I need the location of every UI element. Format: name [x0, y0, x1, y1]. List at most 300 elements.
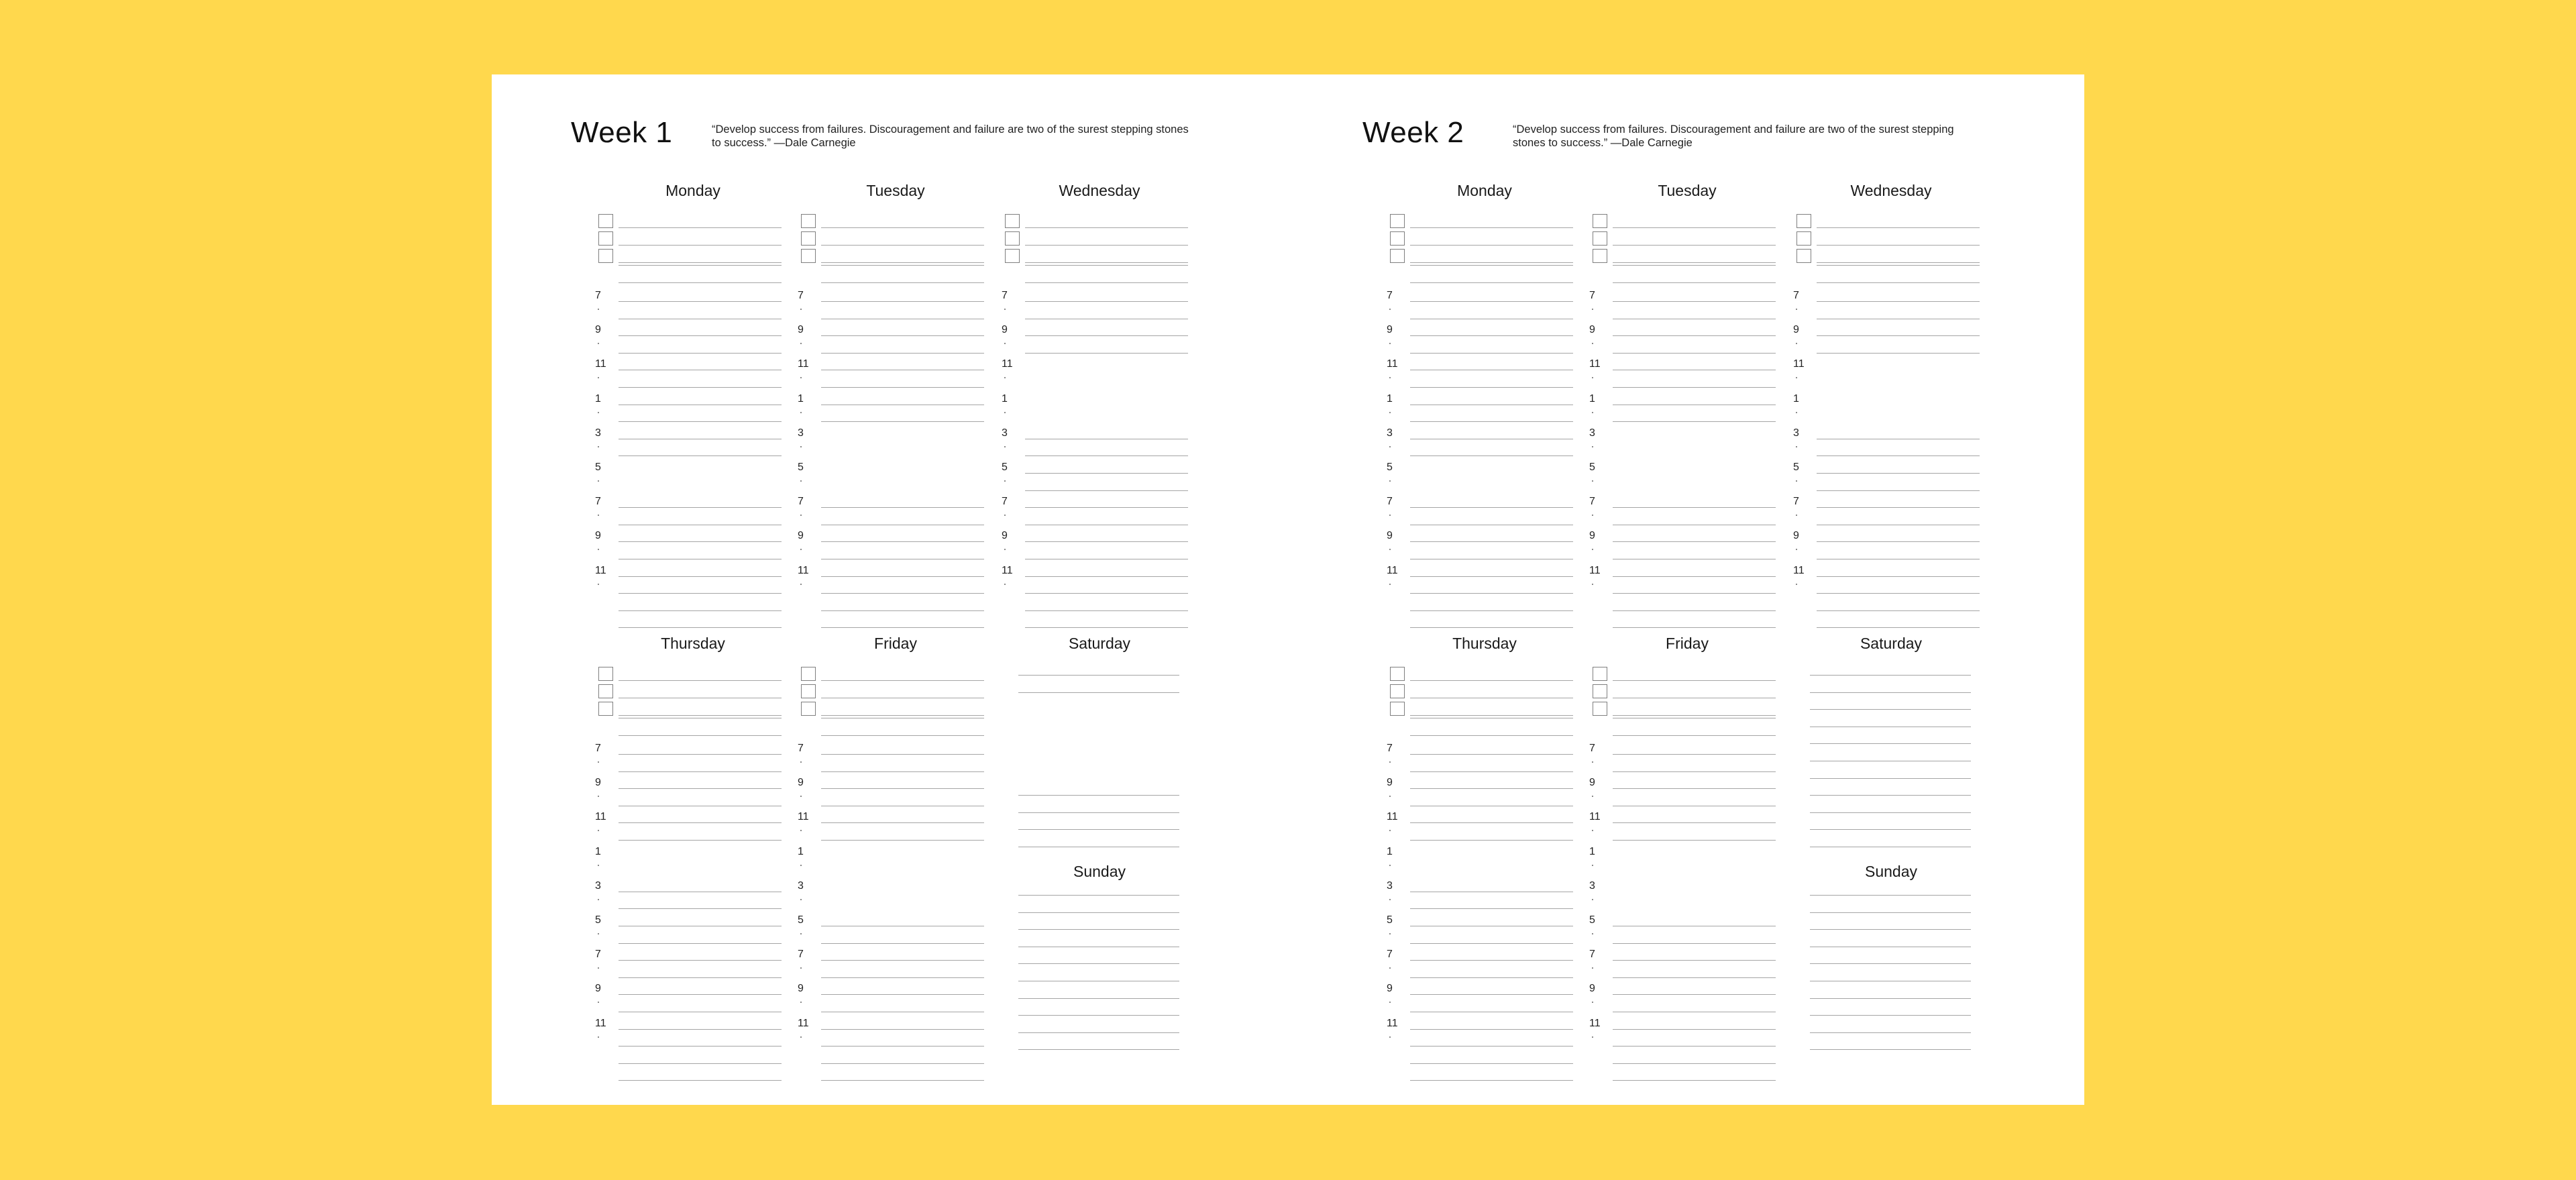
weekly-quote: “Develop success from failures. Discouragement and failure are two of the surest stepping stones to success.” —Dale Carnegie — [1513, 123, 1954, 149]
ruled-line dim[interactable] — [1410, 282, 1573, 283]
ruled-line[interactable] — [1018, 1049, 1179, 1050]
task-checkbox[interactable] — [1005, 214, 1020, 228]
ruled-line[interactable] — [1613, 541, 1776, 542]
task-checkbox[interactable] — [1593, 231, 1607, 246]
ruled-line[interactable] — [1410, 610, 1573, 611]
hour-label: 9 — [1589, 983, 1595, 995]
ruled-line[interactable] — [619, 943, 782, 944]
hour-label: 9 — [1589, 324, 1595, 336]
hour-label: 7 — [1387, 949, 1393, 961]
hour-label: 9 — [1793, 530, 1799, 542]
ruled-line[interactable] — [1817, 576, 1980, 577]
ruled-line[interactable] — [1613, 771, 1776, 772]
ruled-line[interactable] — [619, 593, 782, 594]
ruled-line[interactable] — [1025, 541, 1188, 542]
ruled-line[interactable] — [619, 353, 782, 354]
ruled-line[interactable] — [1410, 353, 1573, 354]
task-checkbox[interactable] — [1796, 214, 1811, 228]
ruled-line[interactable] — [1410, 994, 1573, 995]
ruled-line[interactable] — [619, 265, 782, 266]
ruled-line[interactable] — [1817, 335, 1980, 336]
ruled-line[interactable] — [1613, 576, 1776, 577]
ruled-line[interactable] — [619, 715, 782, 716]
ruled-line[interactable] — [1810, 1015, 1971, 1016]
ruled-line[interactable] — [619, 507, 782, 508]
ruled-line dim[interactable] — [1410, 735, 1573, 736]
half-hour-dot — [598, 1036, 599, 1038]
task-checkbox[interactable] — [1005, 249, 1020, 263]
hour-label: 7 — [1387, 290, 1393, 301]
ruled-line[interactable] — [619, 627, 782, 628]
half-hour-dot — [800, 309, 802, 310]
ruled-line[interactable] — [821, 541, 984, 542]
task-checkbox[interactable] — [598, 667, 613, 681]
ruled-line[interactable] — [1018, 692, 1179, 693]
day-column-monday — [595, 182, 791, 618]
hour-label: 7 — [1589, 743, 1595, 754]
ruled-line[interactable] — [1613, 301, 1776, 302]
ruled-line[interactable] — [1613, 245, 1776, 246]
ruled-line[interactable] — [1018, 829, 1179, 830]
ruled-line[interactable] — [619, 262, 782, 263]
hour-label: 11 — [1589, 1017, 1601, 1029]
ruled-line[interactable] — [1025, 627, 1188, 628]
ruled-line[interactable] — [1025, 576, 1188, 577]
ruled-line[interactable] — [1810, 963, 1971, 964]
ruled-line[interactable] — [1613, 610, 1776, 611]
ruled-line[interactable] — [1410, 265, 1573, 266]
hour-label: 1 — [595, 392, 601, 405]
ruled-line[interactable] — [1410, 627, 1573, 628]
ruled-line[interactable] — [1613, 977, 1776, 978]
ruled-line dim[interactable] — [619, 735, 782, 736]
ruled-line[interactable] — [821, 353, 984, 354]
ruled-line[interactable] — [1613, 1063, 1776, 1064]
half-hour-dot — [1389, 549, 1391, 550]
task-checkbox[interactable] — [801, 702, 816, 716]
ruled-line[interactable] — [821, 977, 984, 978]
ruled-line[interactable] — [1018, 795, 1179, 796]
half-hour-dot — [1592, 377, 1593, 378]
ruled-line[interactable] — [1810, 709, 1971, 710]
task-checkbox[interactable] — [598, 702, 613, 716]
task-checkbox[interactable] — [801, 249, 816, 263]
ruled-line[interactable] — [619, 994, 782, 995]
ruled-line[interactable] — [821, 1046, 984, 1047]
half-hour-dot — [800, 412, 802, 413]
ruled-line[interactable] — [1410, 593, 1573, 594]
task-checkbox[interactable] — [1593, 214, 1607, 228]
ruled-line[interactable] — [821, 265, 984, 266]
ruled-line[interactable] — [1613, 227, 1776, 228]
ruled-line[interactable] — [1025, 335, 1188, 336]
ruled-line[interactable] — [1410, 421, 1573, 422]
hour-label: 11 — [1002, 564, 1013, 576]
hour-label: 9 — [798, 983, 804, 995]
task-checkbox[interactable] — [1593, 702, 1607, 716]
ruled-line dim[interactable] — [821, 735, 984, 736]
half-hour-dot — [1004, 584, 1006, 585]
ruled-line[interactable] — [619, 335, 782, 336]
ruled-line[interactable] — [1410, 262, 1573, 263]
ruled-line[interactable] — [1817, 245, 1980, 246]
ruled-line[interactable] — [1025, 610, 1188, 611]
half-hour-dot — [1592, 1036, 1593, 1038]
hour-label: 7 — [595, 743, 601, 754]
hour-label: 9 — [595, 777, 601, 789]
half-hour-dot — [1592, 796, 1593, 797]
ruled-line[interactable] — [619, 680, 782, 681]
hour-label: 5 — [1387, 462, 1393, 473]
hour-label: 7 — [798, 290, 804, 301]
ruled-line dim[interactable] — [1025, 282, 1188, 283]
ruled-line[interactable] — [821, 262, 984, 263]
ruled-line[interactable] — [1817, 593, 1980, 594]
day-name-friday: Friday — [874, 635, 917, 652]
ruled-line[interactable] — [1410, 1063, 1573, 1064]
half-hour-dot — [598, 480, 599, 482]
ruled-line[interactable] — [821, 593, 984, 594]
ruled-line[interactable] — [1810, 1049, 1971, 1050]
half-hour-dot — [1592, 343, 1593, 344]
ruled-line[interactable] — [1613, 715, 1776, 716]
task-checkbox[interactable] — [801, 214, 816, 228]
ruled-line[interactable] — [1613, 943, 1776, 944]
day-column-friday — [1589, 635, 1785, 1071]
ruled-line[interactable] — [821, 1080, 984, 1081]
ruled-line[interactable] — [1410, 977, 1573, 978]
ruled-line[interactable] — [1025, 507, 1188, 508]
ruled-line[interactable] — [821, 227, 984, 228]
ruled-line[interactable] — [1025, 265, 1188, 266]
half-hour-dot — [1004, 377, 1006, 378]
half-hour-dot — [1389, 761, 1391, 763]
ruled-line[interactable] — [619, 227, 782, 228]
ruled-line[interactable] — [1810, 812, 1971, 813]
ruled-line[interactable] — [1410, 771, 1573, 772]
hour-label: 9 — [595, 530, 601, 542]
ruled-line[interactable] — [1613, 593, 1776, 594]
ruled-line[interactable] — [619, 1029, 782, 1030]
ruled-line[interactable] — [1817, 610, 1980, 611]
hour-label: 7 — [798, 496, 804, 508]
day-column-wednesday — [1002, 182, 1197, 618]
task-checkbox[interactable] — [1390, 249, 1405, 263]
ruled-line[interactable] — [1810, 743, 1971, 744]
ruled-line dim[interactable] — [619, 282, 782, 283]
ruled-line[interactable] — [1817, 627, 1980, 628]
half-hour-dot — [800, 761, 802, 763]
ruled-line[interactable] — [1025, 227, 1188, 228]
half-hour-dot — [800, 446, 802, 447]
ruled-line[interactable] — [619, 1046, 782, 1047]
ruled-line[interactable] — [1613, 421, 1776, 422]
ruled-line[interactable] — [1613, 335, 1776, 336]
hour-label: 3 — [595, 879, 601, 892]
ruled-line[interactable] — [821, 1063, 984, 1064]
half-hour-dot — [1592, 899, 1593, 900]
ruled-line[interactable] — [1810, 929, 1971, 930]
ruled-line[interactable] — [821, 771, 984, 772]
ruled-line[interactable] — [1810, 692, 1971, 693]
ruled-line[interactable] — [1613, 265, 1776, 266]
ruled-line dim[interactable] — [821, 282, 984, 283]
hour-label: 9 — [1793, 324, 1799, 336]
ruled-line[interactable] — [821, 680, 984, 681]
ruled-line[interactable] — [1025, 301, 1188, 302]
ruled-line[interactable] — [821, 754, 984, 755]
ruled-line[interactable] — [1817, 490, 1980, 491]
hour-label: 9 — [1002, 324, 1008, 336]
ruled-line dim[interactable] — [1817, 282, 1980, 283]
ruled-line[interactable] — [821, 960, 984, 961]
ruled-line[interactable] — [1613, 507, 1776, 508]
ruled-line[interactable] — [1410, 943, 1573, 944]
ruled-line[interactable] — [1410, 335, 1573, 336]
ruled-line[interactable] — [1410, 715, 1573, 716]
ruled-line[interactable] — [1810, 829, 1971, 830]
hour-label: 3 — [595, 427, 601, 439]
half-hour-dot — [598, 515, 599, 516]
ruled-line[interactable] — [1810, 795, 1971, 796]
ruled-line[interactable] — [1613, 627, 1776, 628]
ruled-line[interactable] — [1018, 895, 1179, 896]
ruled-line[interactable] — [1018, 812, 1179, 813]
ruled-line[interactable] — [1410, 788, 1573, 789]
day-name-sunday: Sunday — [1073, 863, 1126, 880]
ruled-line[interactable] — [821, 245, 984, 246]
hour-label: 11 — [1793, 358, 1805, 370]
ruled-line[interactable] — [619, 771, 782, 772]
ruled-line[interactable] — [1613, 960, 1776, 961]
ruled-line[interactable] — [1810, 895, 1971, 896]
ruled-line[interactable] — [619, 610, 782, 611]
half-hour-dot — [1004, 309, 1006, 310]
ruled-line[interactable] — [1810, 675, 1971, 676]
ruled-line[interactable] — [821, 943, 984, 944]
ruled-line[interactable] — [1817, 353, 1980, 354]
ruled-line[interactable] — [619, 1080, 782, 1081]
ruled-line[interactable] — [1410, 507, 1573, 508]
ruled-line[interactable] — [1018, 1015, 1179, 1016]
ruled-line[interactable] — [821, 627, 984, 628]
ruled-line[interactable] — [1018, 1032, 1179, 1033]
task-checkbox[interactable] — [1593, 684, 1607, 698]
ruled-line[interactable] — [1025, 245, 1188, 246]
ruled-line[interactable] — [619, 421, 782, 422]
ruled-line[interactable] — [1025, 593, 1188, 594]
task-checkbox[interactable] — [598, 231, 613, 246]
ruled-line dim[interactable] — [1613, 282, 1776, 283]
ruled-line[interactable] — [619, 822, 782, 823]
ruled-line[interactable] — [821, 1029, 984, 1030]
ruled-line[interactable] — [1025, 262, 1188, 263]
ruled-line[interactable] — [1613, 680, 1776, 681]
ruled-line[interactable] — [1018, 912, 1179, 913]
ruled-line[interactable] — [1410, 387, 1573, 388]
hour-label: 11 — [798, 811, 809, 823]
task-checkbox[interactable] — [1390, 702, 1405, 716]
ruled-line[interactable] — [1018, 675, 1179, 676]
hour-label: 3 — [1387, 879, 1393, 892]
ruled-line[interactable] — [1613, 353, 1776, 354]
ruled-line[interactable] — [1613, 262, 1776, 263]
ruled-line[interactable] — [1817, 473, 1980, 474]
ruled-line[interactable] — [1410, 576, 1573, 577]
half-hour-dot — [598, 830, 599, 831]
ruled-line[interactable] — [1410, 227, 1573, 228]
week-title: Week 1 — [571, 116, 673, 149]
ruled-line[interactable] — [821, 301, 984, 302]
half-hour-dot — [1796, 412, 1797, 413]
ruled-line[interactable] — [1025, 490, 1188, 491]
task-checkbox[interactable] — [1390, 231, 1405, 246]
half-hour-dot — [1389, 796, 1391, 797]
ruled-line[interactable] — [1410, 840, 1573, 841]
ruled-line[interactable] — [1817, 507, 1980, 508]
ruled-line[interactable] — [1613, 1029, 1776, 1030]
ruled-line[interactable] — [1817, 541, 1980, 542]
ruled-line[interactable] — [1018, 998, 1179, 999]
ruled-line[interactable] — [1410, 1029, 1573, 1030]
task-checkbox[interactable] — [801, 667, 816, 681]
hour-label: 11 — [798, 564, 809, 576]
task-checkbox[interactable] — [1005, 231, 1020, 246]
ruled-line[interactable] — [821, 335, 984, 336]
task-checkbox[interactable] — [1593, 667, 1607, 681]
ruled-line[interactable] — [1410, 1046, 1573, 1047]
day-name-monday: Monday — [665, 182, 720, 199]
half-hour-dot — [1389, 446, 1391, 447]
task-checkbox[interactable] — [1390, 214, 1405, 228]
ruled-line[interactable] — [619, 245, 782, 246]
hour-label: 5 — [1589, 462, 1595, 473]
half-hour-dot — [598, 343, 599, 344]
ruled-line[interactable] — [1613, 994, 1776, 995]
task-checkbox[interactable] — [1593, 249, 1607, 263]
half-hour-dot — [800, 549, 802, 550]
hour-label: 9 — [1387, 983, 1393, 995]
hour-label: 3 — [1589, 879, 1595, 892]
ruled-line[interactable] — [619, 541, 782, 542]
ruled-line[interactable] — [1817, 301, 1980, 302]
ruled-line[interactable] — [1410, 960, 1573, 961]
half-hour-dot — [800, 584, 802, 585]
ruled-line[interactable] — [1025, 473, 1188, 474]
task-checkbox[interactable] — [1796, 249, 1811, 263]
ruled-line[interactable] — [1410, 541, 1573, 542]
ruled-line[interactable] — [1410, 245, 1573, 246]
ruled-line[interactable] — [1025, 455, 1188, 456]
task-checkbox[interactable] — [598, 249, 613, 263]
ruled-line[interactable] — [619, 301, 782, 302]
ruled-line[interactable] — [1410, 455, 1573, 456]
ruled-line[interactable] — [1613, 822, 1776, 823]
task-checkbox[interactable] — [801, 231, 816, 246]
ruled-line[interactable] — [619, 1063, 782, 1064]
ruled-line[interactable] — [1810, 778, 1971, 779]
task-checkbox[interactable] — [1796, 231, 1811, 246]
ruled-line[interactable] — [821, 576, 984, 577]
task-checkbox[interactable] — [1390, 684, 1405, 698]
ruled-line[interactable] — [619, 754, 782, 755]
ruled-line[interactable] — [821, 610, 984, 611]
ruled-line[interactable] — [1410, 1080, 1573, 1081]
ruled-line[interactable] — [1613, 754, 1776, 755]
half-hour-dot — [1389, 899, 1391, 900]
hour-label: 11 — [595, 811, 606, 823]
hour-label: 11 — [1589, 811, 1601, 823]
ruled-line[interactable] — [1810, 1032, 1971, 1033]
ruled-line[interactable] — [619, 387, 782, 388]
ruled-line[interactable] — [1613, 788, 1776, 789]
task-checkbox[interactable] — [1390, 667, 1405, 681]
ruled-line[interactable] — [821, 822, 984, 823]
hour-label: 1 — [798, 845, 804, 857]
ruled-line[interactable] — [619, 908, 782, 909]
ruled-line[interactable] — [821, 994, 984, 995]
task-checkbox[interactable] — [598, 684, 613, 698]
ruled-line[interactable] — [1018, 963, 1179, 964]
ruled-line[interactable] — [821, 840, 984, 841]
ruled-line[interactable] — [1810, 998, 1971, 999]
ruled-line[interactable] — [1410, 754, 1573, 755]
ruled-line[interactable] — [821, 788, 984, 789]
task-checkbox[interactable] — [801, 684, 816, 698]
ruled-line[interactable] — [619, 576, 782, 577]
ruled-line dim[interactable] — [1613, 735, 1776, 736]
hour-label: 1 — [798, 392, 804, 405]
half-hour-dot — [1004, 549, 1006, 550]
ruled-line[interactable] — [1410, 822, 1573, 823]
ruled-line[interactable] — [1613, 387, 1776, 388]
ruled-line[interactable] — [619, 977, 782, 978]
hour-label: 5 — [1387, 914, 1393, 926]
hour-label: 5 — [1002, 462, 1008, 473]
ruled-line[interactable] — [1810, 912, 1971, 913]
ruled-line[interactable] — [821, 715, 984, 716]
ruled-line[interactable] — [1817, 265, 1980, 266]
ruled-line[interactable] — [1613, 1080, 1776, 1081]
ruled-line[interactable] — [1613, 840, 1776, 841]
hour-label: 9 — [1387, 324, 1393, 336]
hour-label: 3 — [798, 879, 804, 892]
ruled-line[interactable] — [821, 507, 984, 508]
ruled-line[interactable] — [1410, 908, 1573, 909]
task-checkbox[interactable] — [598, 214, 613, 228]
day-name-saturday: Saturday — [1860, 635, 1923, 652]
ruled-line[interactable] — [1018, 929, 1179, 930]
half-hour-dot — [1004, 446, 1006, 447]
ruled-line[interactable] — [619, 960, 782, 961]
ruled-line[interactable] — [619, 788, 782, 789]
ruled-line[interactable] — [1410, 301, 1573, 302]
ruled-line[interactable] — [1817, 262, 1980, 263]
half-hour-dot — [1796, 549, 1797, 550]
ruled-line[interactable] — [1410, 680, 1573, 681]
hour-label: 7 — [1387, 743, 1393, 754]
ruled-line[interactable] — [1025, 353, 1188, 354]
ruled-line[interactable] — [1613, 1046, 1776, 1047]
ruled-line[interactable] — [821, 421, 984, 422]
ruled-line[interactable] — [821, 387, 984, 388]
ruled-line[interactable] — [1817, 455, 1980, 456]
day-column-monday — [1387, 182, 1582, 618]
hour-label: 7 — [1002, 290, 1008, 301]
ruled-line[interactable] — [1817, 227, 1980, 228]
ruled-line[interactable] — [619, 840, 782, 841]
ruled-line[interactable] — [619, 455, 782, 456]
